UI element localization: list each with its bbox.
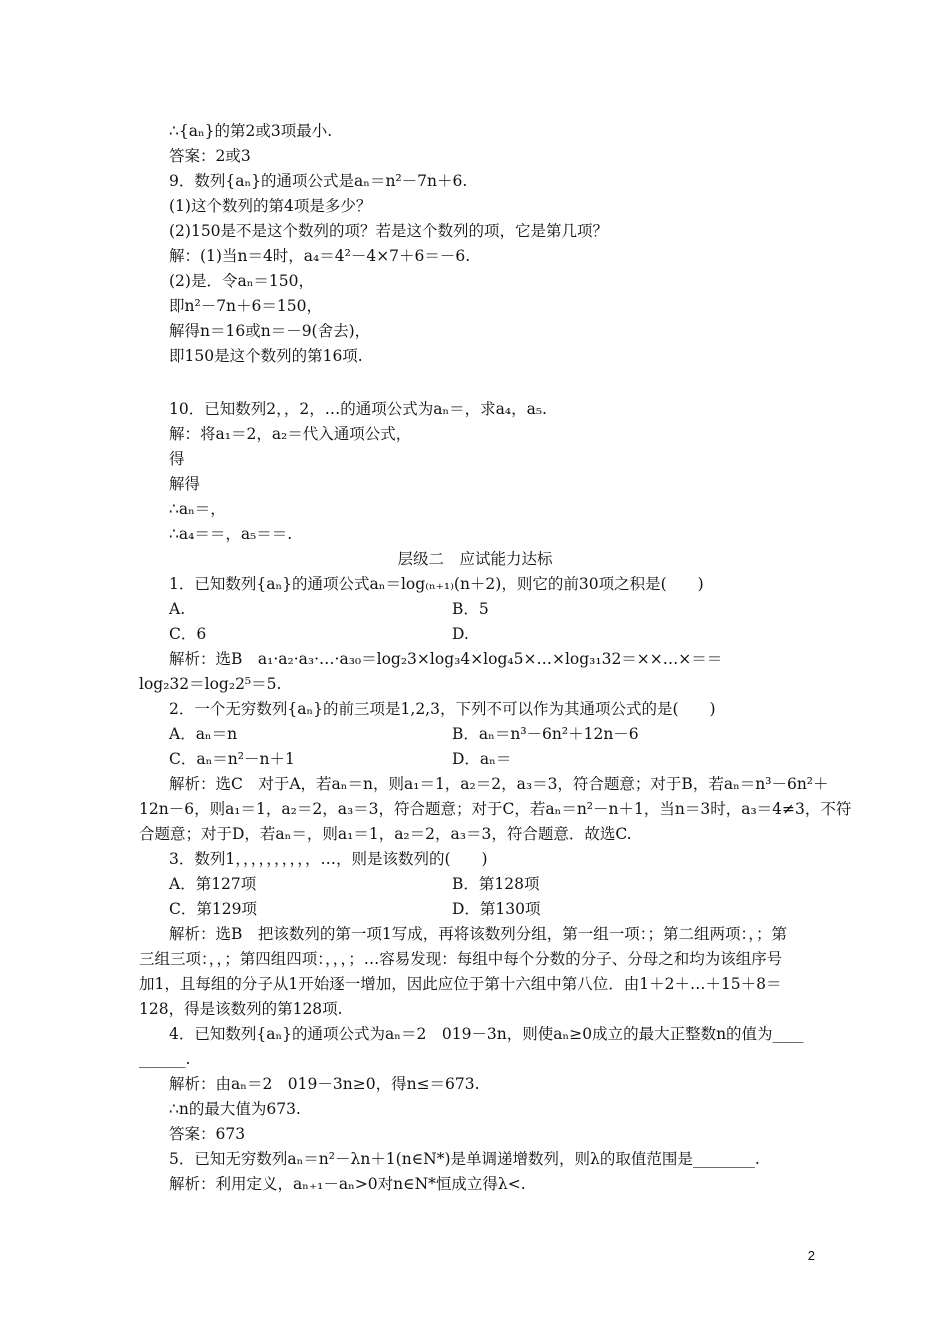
text-line: 12n－6，则a₁＝1，a₂＝2，a₃＝3，符合题意；对于C，若aₙ＝n²－n＋1，当n＝3时，a₃＝4≠3，不符: [139, 800, 852, 818]
text-line: 合题意；对于D，若aₙ＝，则a₁＝1，a₂＝2，a₃＝3，符合题意．故选C.: [139, 825, 632, 843]
option-c: C．6: [169, 625, 207, 643]
text-line: 答案：673: [169, 1125, 246, 1143]
text-line: 加1，且每组的分子从1开始逐一增加，因此应位于第十六组中第八位．由1＋2＋…＋15＋8＝: [139, 975, 782, 993]
text-line: ∴aₙ＝，: [169, 500, 226, 518]
section-heading: 层级二 应试能力达标: [397, 550, 553, 568]
option-a: A．第127项: [169, 875, 257, 893]
option-c: C．aₙ＝n²－n＋1: [169, 750, 295, 768]
option-b: B．5: [452, 600, 489, 618]
option-d: D.: [452, 625, 469, 643]
text-line: 即n²－7n＋6＝150，: [169, 297, 322, 315]
text-line: ∴{aₙ}的第2或3项最小.: [169, 122, 333, 140]
option-d: D．第130项: [452, 900, 541, 918]
text-line: 解析：选B a₁·a₂·a₃·…·a₃₀＝log₂3×log₃4×log₄5×…×log₃₁32＝××…×＝＝: [169, 650, 723, 668]
option-c: C．第129项: [169, 900, 257, 918]
text-line: ______.: [139, 1050, 191, 1068]
text-line: (2)150是不是这个数列的项？若是这个数列的项，它是第几项？: [169, 222, 609, 240]
text-line: 解析：由aₙ＝2 019－3n≥0，得n≤＝673.: [169, 1075, 480, 1093]
text-line: (2)是．令aₙ＝150，: [169, 272, 314, 290]
question-3: 3．数列1，，，，，，，，，，…，则是该数列的( ): [169, 850, 488, 868]
question-9: 9．数列{aₙ}的通项公式是aₙ＝n²－7n＋6.: [169, 172, 468, 190]
text-line: (1)这个数列的第4项是多少？: [169, 197, 372, 215]
question-10: 10．已知数列2，，2，…的通项公式为aₙ＝，求a₄，a₅.: [169, 400, 547, 418]
option-a: A．aₙ＝n: [169, 725, 238, 743]
text-line: 解得: [169, 475, 201, 493]
text-line: log₂32＝log₂2⁵＝5.: [139, 675, 282, 693]
text-line: 得: [169, 450, 185, 468]
question-4: 4．已知数列{aₙ}的通项公式为aₙ＝2 019－3n，则使aₙ≥0成立的最大正整数n的值为____: [169, 1025, 804, 1043]
question-1: 1．已知数列{aₙ}的通项公式aₙ＝log₍ₙ₊₁₎(n＋2)，则它的前30项之积是( ): [169, 575, 704, 593]
text-line: 答案：2或3: [169, 147, 251, 165]
option-b: B．第128项: [452, 875, 540, 893]
text-line: 即150是这个数列的第16项.: [169, 347, 363, 365]
text-line: 解：(1)当n＝4时，a₄＝4²－4×7＋6＝－6.: [169, 247, 471, 265]
option-a: A.: [169, 600, 186, 618]
text-line: 解：将a₁＝2，a₂＝代入通项公式，: [169, 425, 412, 443]
option-d: D．aₙ＝: [452, 750, 512, 768]
question-2: 2．一个无穷数列{aₙ}的前三项是1,2,3，下列不可以作为其通项公式的是( ): [169, 700, 716, 718]
option-b: B．aₙ＝n³－6n²＋12n－6: [452, 725, 639, 743]
page-number: 2: [807, 1248, 815, 1263]
text-line: 解析：利用定义，aₙ₊₁－aₙ>0对n∈N*恒成立得λ<.: [169, 1175, 526, 1193]
text-line: ∴a₄＝＝，a₅＝＝.: [169, 525, 293, 543]
text-line: 解析：选C 对于A，若aₙ＝n，则a₁＝1，a₂＝2，a₃＝3，符合题意；对于B，若aₙ＝n³－6n²＋: [169, 775, 829, 793]
text-line: 128，得是该数列的第128项.: [139, 1000, 343, 1018]
question-5: 5．已知无穷数列aₙ＝n²－λn＋1(n∈N*)是单调递增数列，则λ的取值范围是________.: [169, 1150, 760, 1168]
text-line: ∴n的最大值为673.: [169, 1100, 301, 1118]
text-line: 解得n＝16或n＝－9(舍去)，: [169, 322, 371, 340]
text-line: 三组三项：，，；第四组四项：，，，；…容易发现：每组中每个分数的分子、分母之和均为该组序号: [139, 950, 783, 968]
text-line: 解析：选B 把该数列的第一项1写成，再将该数列分组，第一组一项：；第二组两项：，；第: [169, 925, 788, 943]
